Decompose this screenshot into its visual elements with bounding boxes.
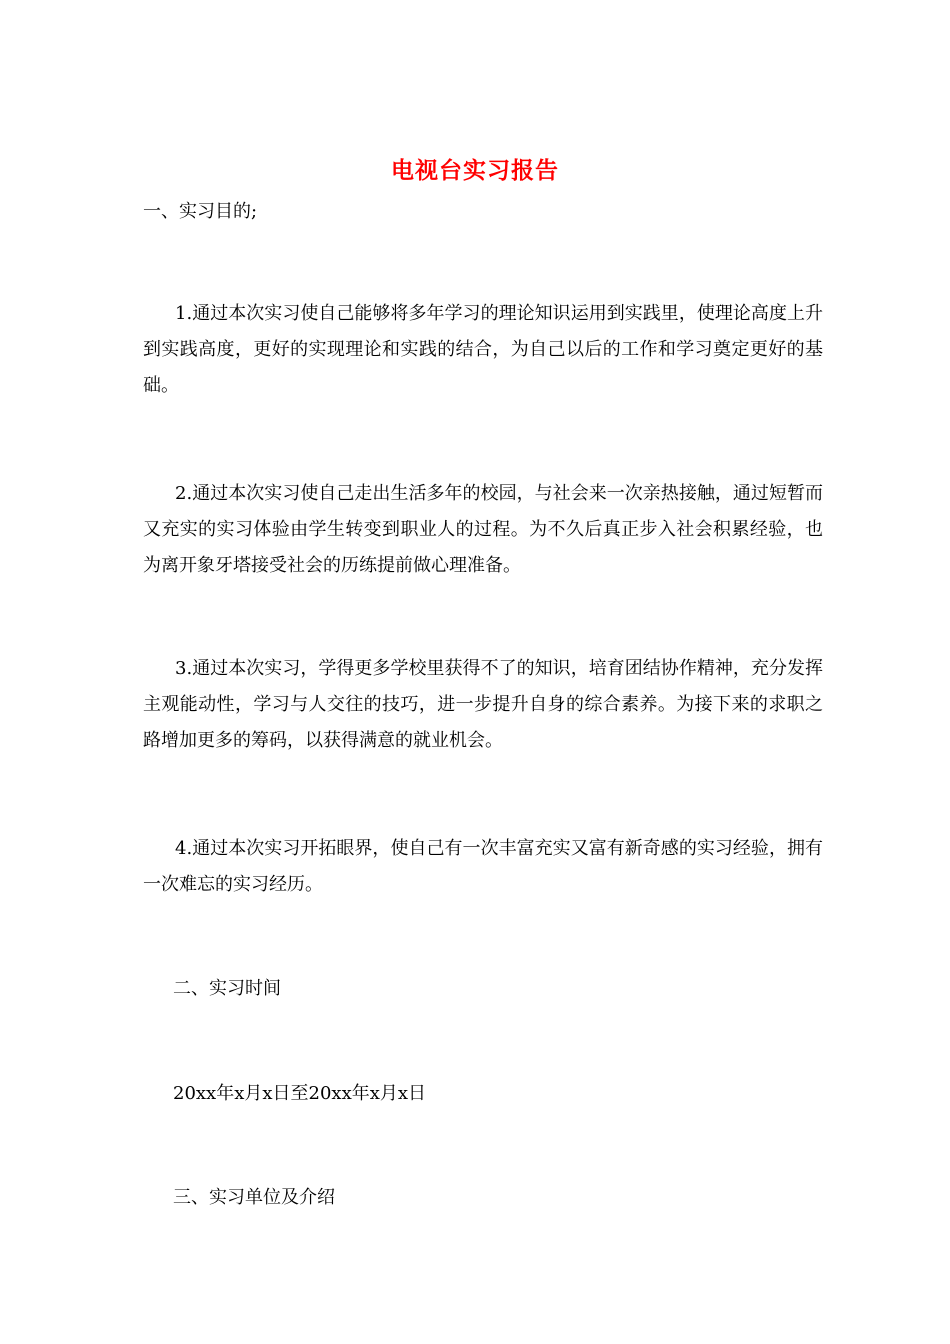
paragraph-1: 1.通过本次实习使自己能够将多年学习的理论知识运用到实践里，使理论高度上升到实践高度，更好的实现理论和实践的结合，为自己以后的工作和学习奠定更好的基础。 bbox=[143, 303, 823, 396]
paragraph-2: 2.通过本次实习使自己走出生活多年的校园，与社会来一次亲热接触，通过短暂而又充实的实习体验由学生转变到职业人的过程。为不久后真正步入社会积累经验，也为离开象牙塔接受社会的历练提前做心理准备。 bbox=[143, 483, 823, 576]
section-heading-time: 二、实习时间 bbox=[173, 978, 281, 999]
document-title: 电视台实习报告 bbox=[391, 157, 559, 184]
date-range: 20xx年x月x日至20xx年x月x日 bbox=[173, 1083, 427, 1104]
paragraph-4: 4.通过本次实习开拓眼界，使自己有一次丰富充实又富有新奇感的实习经验，拥有一次难忘的实习经历。 bbox=[143, 838, 823, 895]
paragraph-3: 3.通过本次实习，学得更多学校里获得不了的知识，培育团结协作精神，充分发挥主观能动性，学习与人交往的技巧，进一步提升自身的综合素养。为接下来的求职之路增加更多的筹码，以获得满意的就业机会。 bbox=[143, 658, 823, 751]
section-heading-unit: 三、实习单位及介绍 bbox=[173, 1187, 335, 1208]
section-heading-purpose: 一、实习目的; bbox=[143, 201, 258, 222]
